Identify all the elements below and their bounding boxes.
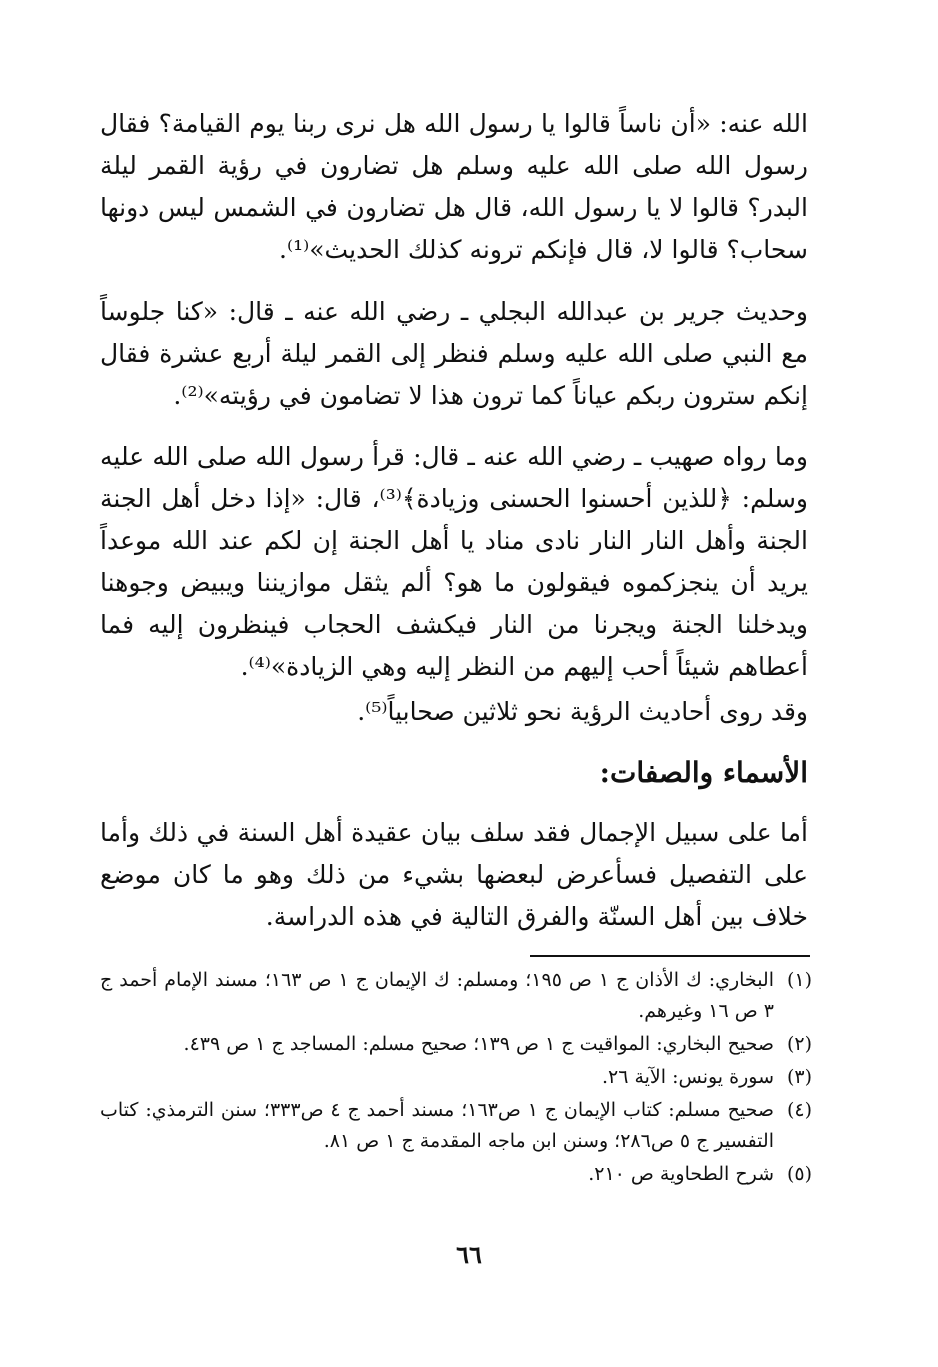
- footnote-item: [100, 1062, 812, 1093]
- footnote-item: [100, 965, 812, 1027]
- section-heading-names-attributes: الأسماء والصفات:: [599, 756, 808, 789]
- footnote-text: البخاري: ك الأذان ج ١ ص ١٩٥؛ ومسلم: ك الإيمان ج ١ ص ١٦٣؛ مسند الإمام أحمد ج ٣ ص ١٦ وغيرهم.: [100, 969, 775, 1022]
- footnote-text: شرح الطحاوية ص ٢١٠.: [588, 1163, 774, 1185]
- footnote-item: [100, 1095, 812, 1157]
- footnote-number: (٥): [786, 1163, 812, 1185]
- footnotes: [100, 965, 812, 1192]
- footnote-text: صحيح مسلم: كتاب الإيمان ج ١ ص١٦٣؛ مسند أحمد ج ٤ ص٣٣٣؛ سنن الترمذي: كتاب التفسير ج ٥ ص٢٨٦؛ وسنن ابن ماجه المقدمة ج ١ ص ٨١.: [100, 1099, 774, 1152]
- footnote-number: (٣): [786, 1066, 812, 1088]
- paragraph-thirty-companions: وقد روى أحاديث الرؤية نحو ثلاثين صحابياً⁽⁵⁾.: [357, 697, 808, 726]
- footnote-text: سورة يونس: الآية ٢٦.: [601, 1066, 774, 1088]
- footnote-separator: [530, 955, 810, 957]
- footnote-item: [100, 1159, 812, 1190]
- paragraph-names-attributes: أما على سبيل الإجمال فقد سلف بيان عقيدة أهل السنة في ذلك وأما على التفصيل فسأعرض لبعضها بشيء من ذلك وهو ما كان موضع خلاف بين أهل السنّة والفرق التالية في هذه الدراسة.: [100, 818, 808, 931]
- paragraph-hadith-continuation: الله عنه: «أن ناساً قالوا يا رسول الله هل نرى ربنا يوم القيامة؟ فقال رسول الله صلى الله عليه وسلم هل تضارون في رؤية القمر ليلة البدر؟ قالوا لا يا رسول الله، قال هل تضارون في الشمس ليس دونها سحاب؟ قالوا لا، قال فإنكم ترونه كذلك الحديث»⁽¹⁾.: [100, 109, 808, 264]
- footnote-text: صحيح البخاري: المواقيت ج ١ ص ١٣٩؛ صحيح مسلم: المساجد ج ١ ص ٤٣٩.: [183, 1033, 774, 1055]
- paragraph-hadith-suhayb: وما رواه صهيب ـ رضي الله عنه ـ قال: قرأ رسول الله صلى الله عليه وسلم: ﴿للذين أحسنوا الحسنى وزيادة﴾⁽³⁾، قال: «إذا دخل أهل الجنة الجنة وأهل النار النار نادى مناد يا أهل الجنة إن لكم عند الله موعداً يريد أن ينجزكموه فيقولون ما هو؟ ألم يثقل موازيننا ويبيض وجوهنا ويدخلنا الجنة ويجرنا من النار فيكشف الحجاب فينظرون إليه فما أعطاهم شيئاً أحب إليهم من النظر إليه وهي الزيادة»⁽⁴⁾.: [100, 442, 808, 681]
- footnote-number: (٢): [786, 1033, 812, 1055]
- paragraph-hadith-jarir: وحديث جرير بن عبدالله البجلي ـ رضي الله عنه ـ قال: «كنا جلوساً مع النبي صلى الله عليه وسلم فنظر إلى القمر ليلة أربع عشرة فقال إنكم سترون ربكم عياناً كما ترون هذا لا تضامون في رؤيته»⁽²⁾.: [100, 297, 808, 410]
- page-number: ٦٦: [456, 1240, 482, 1269]
- footnote-number: (١): [786, 969, 812, 991]
- footnote-item: [100, 1029, 812, 1060]
- footnote-number: (٤): [786, 1099, 812, 1121]
